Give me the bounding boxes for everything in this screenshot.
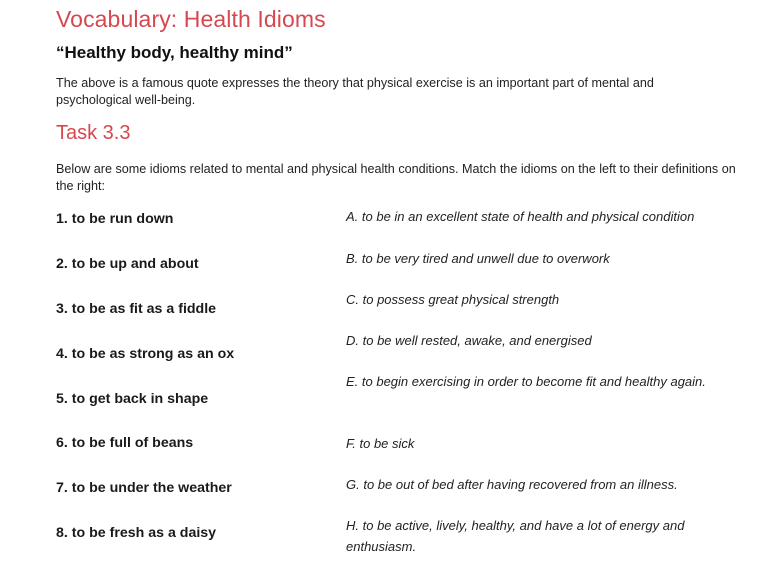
definition-item-e: E. to begin exercising in order to become fit and healthy again. bbox=[346, 374, 706, 389]
intro-paragraph: The above is a famous quote expresses the theory that physical exercise is an important part of mental and psychological well-being. bbox=[56, 76, 654, 107]
idiom-item-6: 6. to be full of beans bbox=[56, 435, 194, 451]
idiom-item-5: 5. to get back in shape bbox=[56, 391, 209, 407]
task-title: Task 3.3 bbox=[56, 122, 131, 144]
idiom-item-4: 4. to be as strong as an ox bbox=[56, 346, 235, 362]
idiom-item-1: 1. to be run down bbox=[56, 211, 174, 227]
quote-heading: “Healthy body, healthy mind” bbox=[56, 43, 293, 62]
definition-item-d: D. to be well rested, awake, and energised bbox=[346, 333, 592, 348]
task-instructions: Below are some idioms related to mental and physical health conditions. Match the idioms on the left to their definitions on the right: bbox=[56, 162, 736, 193]
definition-item-g: G. to be out of bed after having recovered from an illness. bbox=[346, 477, 678, 492]
definition-item-h: H. to be active, lively, healthy, and have a lot of energy and enthusiasm. bbox=[346, 518, 685, 554]
idiom-item-3: 3. to be as fit as a fiddle bbox=[56, 301, 217, 317]
definition-item-b: B. to be very tired and unwell due to overwork bbox=[346, 251, 610, 266]
idiom-item-2: 2. to be up and about bbox=[56, 256, 199, 272]
idiom-item-7: 7. to be under the weather bbox=[56, 480, 232, 496]
definition-item-c: C. to possess great physical strength bbox=[346, 292, 560, 307]
definition-item-f: F. to be sick bbox=[346, 436, 415, 451]
idiom-item-8: 8. to be fresh as a daisy bbox=[56, 525, 217, 541]
page-title: Vocabulary: Health Idioms bbox=[56, 6, 326, 32]
definition-item-a: A. to be in an excellent state of health and physical condition bbox=[346, 209, 695, 224]
